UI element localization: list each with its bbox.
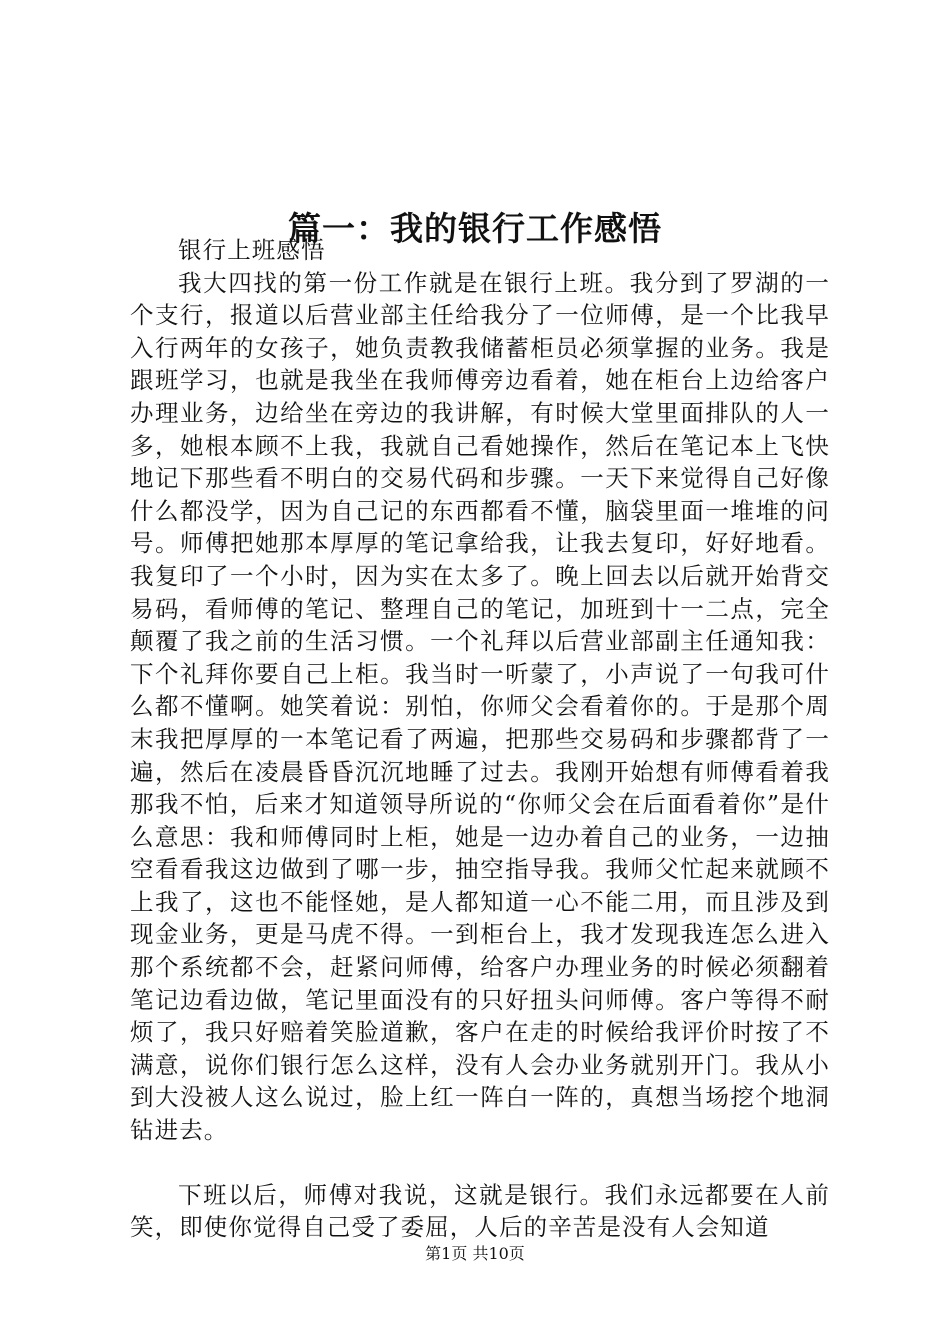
document-title: 篇一：我的银行工作感悟 (288, 209, 662, 249)
body-paragraph-1: 我大四找的第一份工作就是在银行上班。我分到了罗湖的一个支行，报道以后营业部主任给我分了一位师傅，是一个比我早入行两年的女孩子，她负责教我储蓄柜员必须掌握的业务。我是跟班学习，也就是我坐在我师傅旁边看着，她在柜台上边给客户办理业务，边给坐在旁边的我讲解，有时候大堂里面排队的人一多，她根本顾不上我，我就自己看她操作，然后在笔记本上飞快地记下那些看不明白的交易代码和步骤。一天下来觉得自己好像什么都没学，因为自己记的东西都看不懂，脑袋里面一堆堆的问号。师傅把她那本厚厚的笔记拿给我，让我去复印，好好地看。我复印了一个小时，因为实在太多了。晚上回去以后就开始背交易码，看师傅的笔记、整理自己的笔记，加班到十一二点，完全颠覆了我之前的生活习惯。一个礼拜以后营业部副主任通知我：下个礼拜你要自己上柜。我当时一听蒙了，小声说了一句我可什么都不懂啊。她笑着说：别怕，你师父会看着你的。于是那个周末我把厚厚的一本笔记看了两遍，把那些交易码和步骤都背了一遍，然后在凌晨昏昏沉沉地睡了过去。我刚开始想有师傅看着我那我不怕，后来才知道领导所说的“你师父会在后面看着你”是什么意思：我和师傅同时上柜，她是一边办着自己的业务，一边抽空看看我这边做到了哪一步，抽空指导我。我师父忙起来就顾不上我了，这也不能怪她，是人都知道一心不能二用，而且涉及到现金业务，更是马虎不得。一到柜台上，我才发现我连怎么进入那个系统都不会，赶紧问师傅，给客户办理业务的时候必须翻着笔记边看边做，笔记里面没有的只好扭头问师傅。客户等得不耐烦了，我只好赔着笑脸道歉，客户在走的时候给我评价时按了不满意，说你们银行怎么这样，没有人会办业务就别开门。我从小到大没被人这么说过，脸上红一阵白一阵的，真想当场挖个地洞钻进去。 (130, 268, 830, 1145)
body-paragraph-2: 下班以后，师傅对我说，这就是银行。我们永远都要在人前笑，即使你觉得自己受了委屈，人后的辛苦是没有人会知道 (130, 1180, 830, 1242)
section-subheading: 银行上班感悟 (178, 236, 326, 264)
document-body (130, 234, 830, 1244)
page-footer: 第1页 共10页 (425, 1244, 525, 1263)
